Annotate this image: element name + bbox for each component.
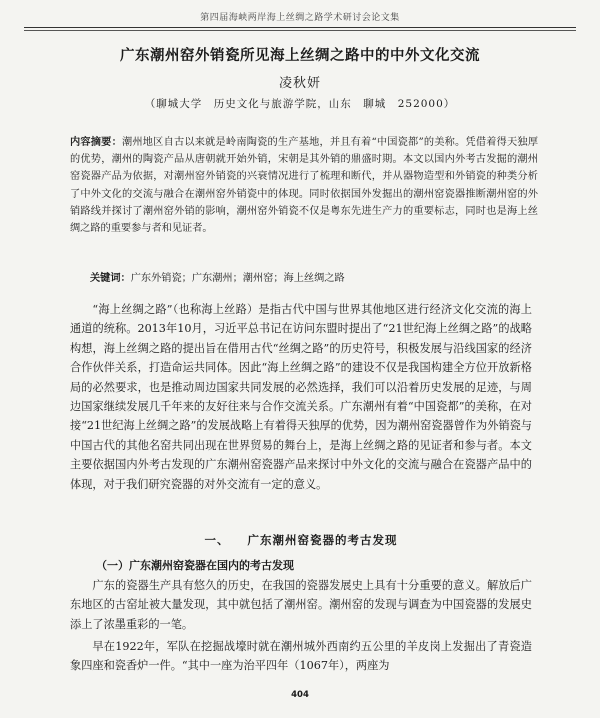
author-name: 凌秋妍 [278,76,321,91]
body-paragraph: 广东的瓷器生产具有悠久的历史，在我国的瓷器发展史上具有十分重要的意义。解放后广东地区的古窑址被大量发现，其中就包括了潮州窑。潮州窑的发现与调查为中国瓷器的发展史添上了浓墨重彩的一笔。 [70,579,532,631]
section-number: 一、 [204,533,230,547]
section-title: 广东潮州窑瓷器的考古发现 [247,533,398,547]
header-rule-thin [24,30,576,31]
author-affiliation: （聊城大学 历史文化与旅游学院，山东 聊城 252000） [144,98,456,110]
abstract-label: 内容摘要： [70,137,122,148]
section-heading [70,532,532,548]
page-number: 404 [291,690,309,700]
subsection-heading: （一）广东潮州窑瓷器在国内的考古发现 [96,559,294,572]
abstract [70,134,538,237]
keywords-text: 广东外销瓷；广东潮州；潮州窑；海上丝绸之路 [130,273,345,284]
paper-title: 广东潮州窑外销瓷所见海上丝绸之路中的中外文化交流 [120,48,480,64]
intro-paragraph: “海上丝绸之路”（也称海上丝路）是指古代中国与世界其他地区进行经济文化交流的海上通道的统称。2013年10月，习近平总书记在访问东盟时提出了“21世纪海上丝绸之路”的战略构想，海上丝绸之路的提出旨在借用古代“丝绸之路”的历史符号，积极发展与沿线国家的经济合作伙伴关系，打造命运共同体。因此“海上丝绸之路”的建设不仅是我国构建全方位开放新格局的必然要求，也是推动周边国家共同发展的必然选择，我们可以沿着历史发展的足迹，与周边国家继续发展几千年来的友好往来与合作交流关系。广东潮州有着“中国瓷都”的美称，在对接“21世纪海上丝绸之路”的发展战略上有着得天独厚的优势，因为潮州窑瓷器曾作为外销瓷与中国古代的其他名窑共同出现在世界贸易的舞台上，是海上丝绸之路的见证者和参与者。本文主要依据国内外考古发现的广东潮州窑瓷器产品来探讨中外文化的交流与融合在瓷器产品中的体现，对于我们研究瓷器的对外交流有一定的意义。 [70,303,532,491]
body-paragraph-continued: 早在1922年，军队在挖掘战壕时就在潮州城外西南约五公里的羊皮岗上发掘出了青瓷造象四座和瓷香炉一件。“其中一座为治平四年（1067年），两座为 [70,640,532,673]
keywords [70,270,538,287]
abstract-text: 潮州地区自古以来就是岭南陶瓷的生产基地，并且有着“中国瓷都”的美称。凭借着得天独厚的优势，潮州的陶瓷产品从唐朝就开始外销，宋朝是其外销的鼎盛时期。本文以国内外考古发掘的潮州窑瓷器产品为依据，对潮州窑外销瓷的兴衰情况进行了梳理和断代，并从器物造型和外销瓷的种类分析了中外文化的交流与融合在潮州窑外销瓷中的体现。同时依据国外发掘出的潮州窑瓷器推断潮州窑的外销路线并探讨了潮州窑外销的影响，潮州窑外销瓷不仅是粤东先进生产力的重要标志，同时也是海上丝绸之路的重要参与者和见证者。 [70,137,539,235]
keywords-label: 关键词： [90,273,131,284]
running-header: 第四届海峡两岸海上丝绸之路学术研讨会论文集 [200,13,400,23]
header-rule-thick [24,27,576,28]
